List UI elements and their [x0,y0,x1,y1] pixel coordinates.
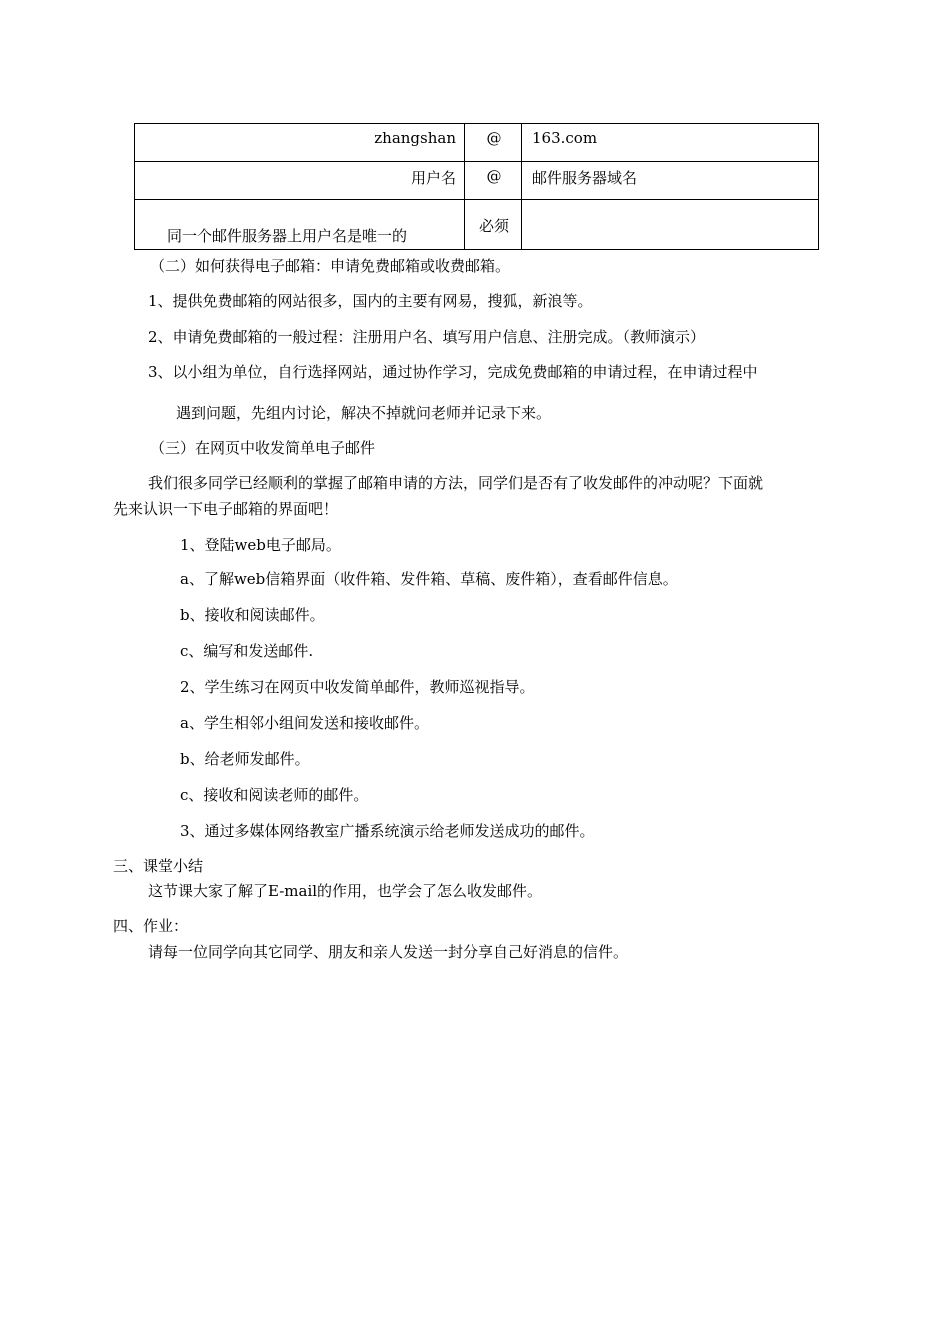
empty-cell [522,200,819,250]
section-3-intro-continued: 先来认识一下电子邮箱的界面吧！ [113,500,339,518]
step-2: 2、学生练习在网页中收发简单邮件，教师巡视指导。 [180,678,535,696]
homework-heading: 四、作业： [113,917,189,935]
section-2-item-3: 3、以小组为单位，自行选择网站，通过协作学习，完成免费邮箱的申请过程，在申请过程中 [148,363,758,381]
section-2-item-3-continued: 遇到问题，先组内讨论，解决不掉就问老师并记录下来。 [176,404,552,422]
section-2-heading: （二）如何获得电子邮箱：申请免费邮箱或收费邮箱。 [150,257,511,275]
table-row [135,162,819,200]
step-2-b: b、给老师发邮件。 [180,750,310,768]
step-1-b: b、接收和阅读邮件。 [180,606,325,624]
required-cell: 必须 [465,200,522,250]
domain-cell: 163.com [522,124,819,162]
section-2-item-1: 1、提供免费邮箱的网站很多，国内的主要有网易，搜狐，新浪等。 [148,292,593,310]
table-row [135,200,819,250]
at-sign-cell: @ [465,124,522,162]
username-cell: zhangshan [135,124,465,162]
username-cell: 用户名 [135,162,465,200]
step-1-a: a、了解web信箱界面（收件箱、发件箱、草稿、废件箱），查看邮件信息。 [180,570,678,588]
step-1: 1、登陆web电子邮局。 [180,536,341,554]
step-2-a: a、学生相邻小组间发送和接收邮件。 [180,714,429,732]
summary-heading: 三、课堂小结 [113,857,204,875]
section-3-heading: （三）在网页中收发简单电子邮件 [150,439,376,457]
homework-text: 请每一位同学向其它同学、朋友和亲人发送一封分享自己好消息的信件。 [148,943,629,961]
at-sign-cell: @ [465,162,522,200]
section-3-intro: 我们很多同学已经顺利的掌握了邮箱申请的方法，同学们是否有了收发邮件的冲动呢？下面就 [148,474,764,492]
email-address-table [134,123,819,250]
step-2-c: c、接收和阅读老师的邮件。 [180,786,369,804]
step-3: 3、通过多媒体网络教室广播系统演示给老师发送成功的邮件。 [180,822,595,840]
username-note-cell: 同一个邮件服务器上用户名是唯一的 [135,200,465,250]
summary-text: 这节课大家了解了E-mail的作用，也学会了怎么收发邮件。 [148,882,543,900]
domain-cell: 邮件服务器域名 [522,162,819,200]
table-row [135,124,819,162]
section-2-item-2: 2、申请免费邮箱的一般过程：注册用户名、填写用户信息、注册完成。（教师演示） [148,328,706,346]
step-1-c: c、编写和发送邮件. [180,642,314,660]
